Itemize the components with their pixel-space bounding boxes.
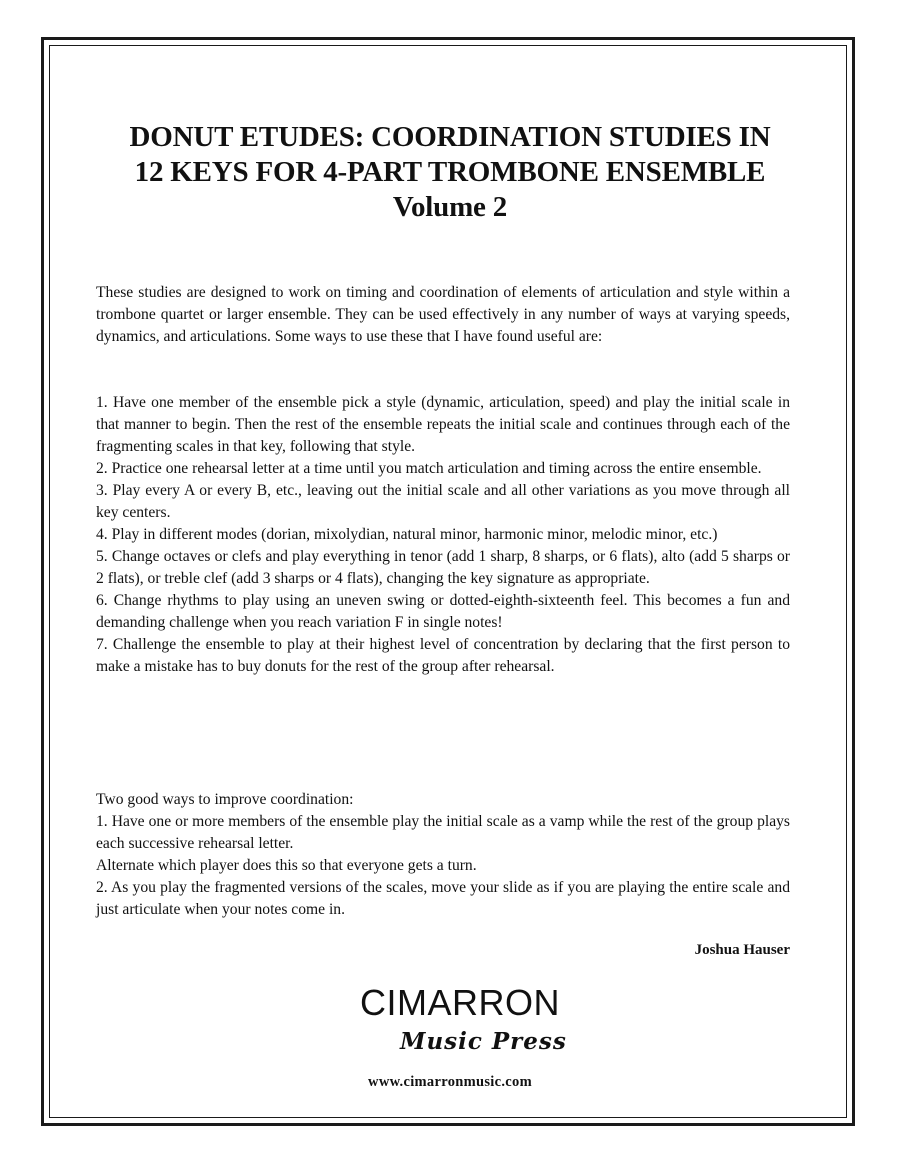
intro-paragraph (96, 282, 790, 348)
usage-list (96, 392, 790, 678)
document-title (90, 120, 810, 225)
coordination-item-2: 2. As you play the fragmented versions of the scales, move your slide as if you are playing the entire scale and just articulate when your notes come in. (96, 879, 790, 918)
coordination-item-1-note: Alternate which player does this so that everyone gets a turn. (96, 857, 477, 874)
list-item: 3. Play every A or every B, etc., leaving out the initial scale and all other variations as you move through all key centers. (96, 482, 790, 521)
title-line-2: 12 KEYS FOR 4-PART TROMBONE ENSEMBLE (134, 156, 766, 188)
coordination-heading: Two good ways to improve coordination: (96, 791, 354, 808)
publisher-website: www.cimarronmusic.com (368, 1074, 532, 1090)
title-volume: Volume 2 (392, 191, 508, 223)
coordination-item-1: 1. Have one or more members of the ensemble play the initial scale as a vamp while the rest of the group plays each successive rehearsal letter. (96, 813, 790, 852)
intro-text: These studies are designed to work on timing and coordination of elements of articulation and style within a trombone quartet or larger ensemble. They can be used effectively in any number of ways at varying speeds, dynamics, and articulations. Some ways to use these that I have found useful are: (96, 284, 790, 345)
list-item: 2. Practice one rehearsal letter at a time until you match articulation and timing across the entire ensemble. (96, 460, 762, 477)
list-item: 6. Change rhythms to play using an uneven swing or dotted-eighth-sixteenth feel. This becomes a fun and demanding challenge when you reach variation F in single notes! (96, 592, 790, 631)
title-line-1: DONUT ETUDES: COORDINATION STUDIES IN (129, 121, 771, 153)
coordination-section (96, 789, 790, 921)
logo-main-text: CIMARRON (360, 982, 560, 1023)
list-item: 4. Play in different modes (dorian, mixolydian, natural minor, harmonic minor, melodic minor, etc.) (96, 526, 718, 543)
publisher-logo (300, 982, 600, 1062)
logo-sub-text: Music Press (400, 1028, 567, 1055)
author-signature: Joshua Hauser (694, 942, 790, 958)
list-item: 1. Have one member of the ensemble pick a style (dynamic, articulation, speed) and play the initial scale in that manner to begin. Then the rest of the ensemble repeats the initial scale and continues through each of the fragmenting scales in that key, following that style. (96, 394, 790, 455)
list-item: 5. Change octaves or clefs and play everything in tenor (add 1 sharp, 8 sharps, or 6 flats), alto (add 5 sharps or 2 flats), or treble clef (add 3 sharps or 4 flats), changing the key signature as appropriate. (96, 548, 790, 587)
list-item: 7. Challenge the ensemble to play at their highest level of concentration by declaring that the first person to make a mistake has to buy donuts for the rest of the group after rehearsal. (96, 636, 790, 675)
